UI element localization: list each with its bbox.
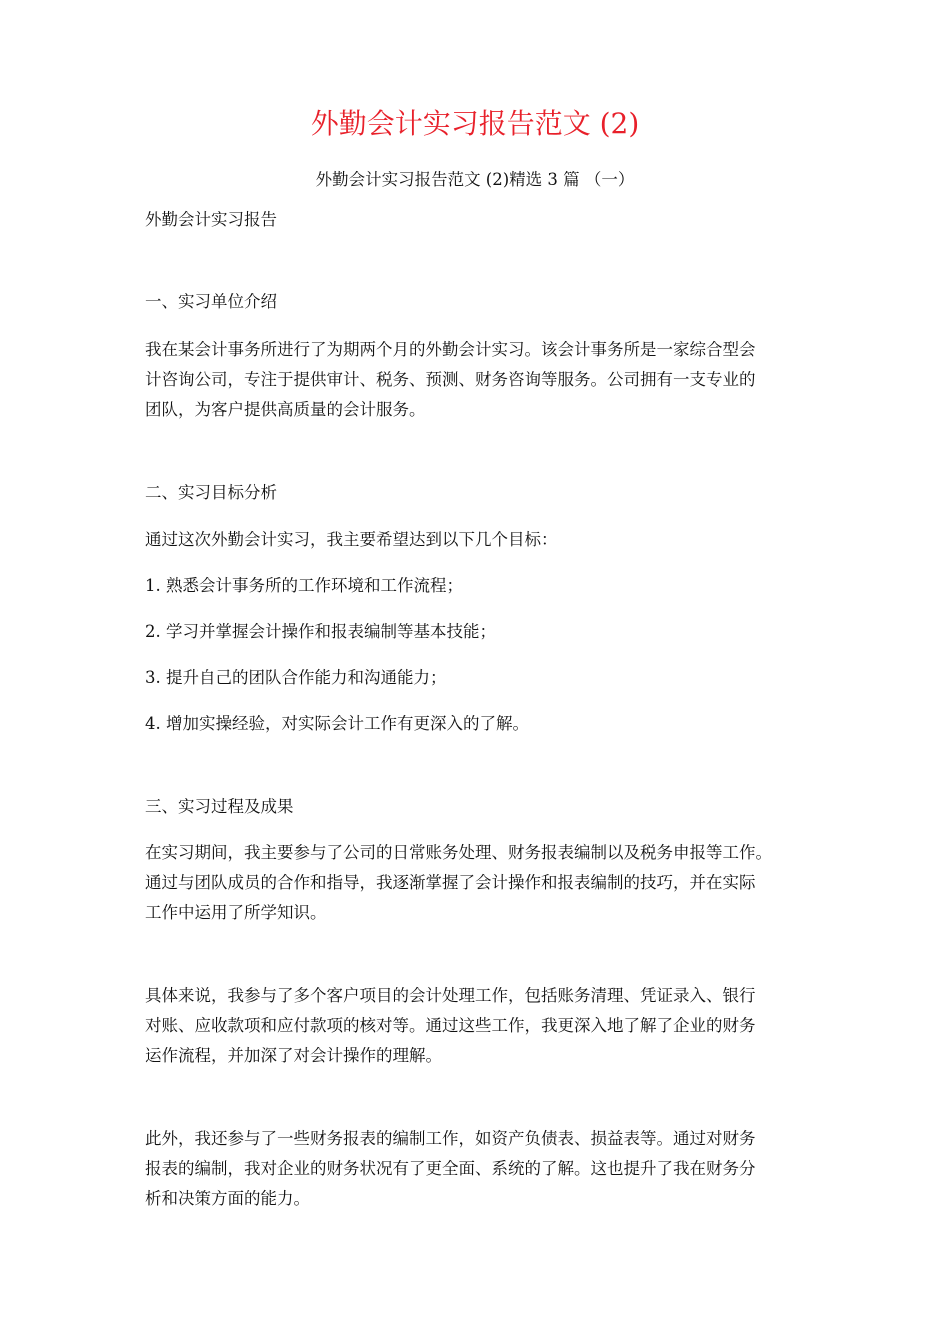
section-heading: 三、实习过程及成果 bbox=[145, 797, 294, 816]
paragraph-line: 析和决策方面的能力。 bbox=[145, 1189, 310, 1208]
paragraph-line: 通过这次外勤会计实习，我主要希望达到以下几个目标： bbox=[145, 530, 558, 549]
list-item: 4. 增加实操经验，对实际会计工作有更深入的了解。 bbox=[145, 714, 529, 733]
paragraph-line: 此外，我还参与了一些财务报表的编制工作，如资产负债表、损益表等。通过对财务 bbox=[145, 1129, 756, 1148]
report-heading: 外勤会计实习报告 bbox=[145, 210, 277, 229]
document-title: 外勤会计实习报告范文 (2) bbox=[310, 107, 640, 140]
paragraph-line: 我在某会计事务所进行了为期两个月的外勤会计实习。该会计事务所是一家综合型会 bbox=[145, 340, 756, 359]
paragraph-line: 具体来说，我参与了多个客户项目的会计处理工作，包括账务清理、凭证录入、银行 bbox=[145, 986, 756, 1005]
document-subtitle: 外勤会计实习报告范文 (2)精选 3 篇 （一） bbox=[315, 170, 635, 189]
paragraph-line: 报表的编制，我对企业的财务状况有了更全面、系统的了解。这也提升了我在财务分 bbox=[145, 1159, 756, 1178]
list-item: 2. 学习并掌握会计操作和报表编制等基本技能； bbox=[145, 622, 496, 641]
paragraph-line: 计咨询公司，专注于提供审计、税务、预测、财务咨询等服务。公司拥有一支专业的 bbox=[145, 370, 756, 389]
section-heading: 二、实习目标分析 bbox=[145, 483, 277, 502]
paragraph-line: 对账、应收款项和应付款项的核对等。通过这些工作，我更深入地了解了企业的财务 bbox=[145, 1016, 756, 1035]
paragraph-line: 团队，为客户提供高质量的会计服务。 bbox=[145, 400, 426, 419]
paragraph-line: 工作中运用了所学知识。 bbox=[145, 903, 327, 922]
section-heading: 一、实习单位介绍 bbox=[145, 292, 277, 311]
paragraph-line: 通过与团队成员的合作和指导，我逐渐掌握了会计操作和报表编制的技巧，并在实际 bbox=[145, 873, 756, 892]
list-item: 3. 提升自己的团队合作能力和沟通能力； bbox=[145, 668, 447, 687]
list-item: 1. 熟悉会计事务所的工作环境和工作流程； bbox=[145, 576, 463, 595]
paragraph-line: 在实习期间，我主要参与了公司的日常账务处理、财务报表编制以及税务申报等工作。 bbox=[145, 843, 772, 862]
paragraph-line: 运作流程，并加深了对会计操作的理解。 bbox=[145, 1046, 442, 1065]
